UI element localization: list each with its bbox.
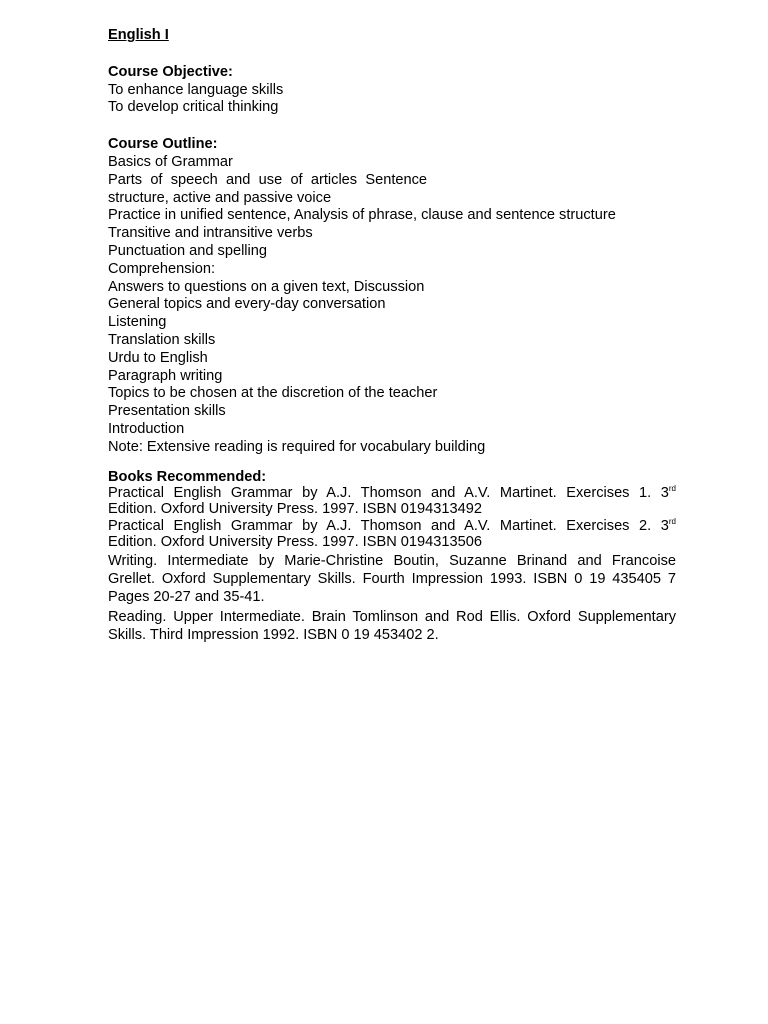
outline-item: General topics and every-day conversation bbox=[108, 296, 386, 313]
outline-item: Comprehension: bbox=[108, 260, 216, 277]
book-text: Practical English Grammar by A.J. Thomson and A.V. Martinet. Exercises 1. 3 bbox=[108, 485, 669, 502]
course-objective-heading: Course Objective: bbox=[108, 63, 233, 80]
outline-item: Practice in unified sentence, Analysis of phrase, clause and sentence structure bbox=[108, 207, 616, 224]
outline-item: structure, active and passive voice bbox=[108, 189, 332, 206]
page-title: English I bbox=[108, 27, 169, 43]
course-outline-heading: Course Outline: bbox=[108, 136, 218, 153]
outline-item: Translation skills bbox=[108, 331, 216, 348]
outline-note: Note: Extensive reading is required for vocabulary building bbox=[108, 438, 486, 455]
objective-item: To enhance language skills bbox=[108, 81, 284, 98]
outline-item: Transitive and intransitive verbs bbox=[108, 225, 313, 242]
outline-item: Listening bbox=[108, 314, 167, 331]
book-line: Skills. Third Impression 1992. ISBN 0 19 453402 2. bbox=[108, 627, 439, 644]
books-recommended-heading: Books Recommended: bbox=[108, 468, 267, 485]
book-line: Reading. Upper Intermediate. Brain Tomlinson and Rod Ellis. Oxford Supplementary bbox=[108, 609, 676, 626]
outline-item: Paragraph writing bbox=[108, 367, 223, 384]
objective-item: To develop critical thinking bbox=[108, 99, 279, 116]
book-line: Pages 20-27 and 35-41. bbox=[108, 589, 265, 606]
book-text: Practical English Grammar by A.J. Thomson and A.V. Martinet. Exercises 2. 3 bbox=[108, 518, 669, 535]
outline-item: Urdu to English bbox=[108, 349, 208, 366]
book-entry bbox=[108, 486, 676, 517]
outline-item: Parts of speech and use of articles Sentence bbox=[108, 171, 428, 188]
book-line: Edition. Oxford University Press. 1997. ISBN 0194313506 bbox=[108, 533, 482, 550]
book-entry bbox=[108, 608, 676, 644]
ordinal-suffix: rd bbox=[668, 517, 676, 527]
ordinal-suffix: rd bbox=[668, 484, 676, 494]
book-entry bbox=[108, 519, 676, 550]
book-line: Grellet. Oxford Supplementary Skills. Fourth Impression 1993. ISBN 0 19 435405 7 bbox=[108, 571, 676, 588]
outline-item: Answers to questions on a given text, Discussion bbox=[108, 278, 425, 295]
book-entry bbox=[108, 552, 676, 606]
book-line bbox=[108, 519, 676, 535]
book-line: Writing. Intermediate by Marie-Christine Boutin, Suzanne Brinand and Francoise bbox=[108, 553, 676, 570]
outline-item: Topics to be chosen at the discretion of the teacher bbox=[108, 385, 438, 402]
document-content bbox=[108, 27, 676, 646]
book-line bbox=[108, 486, 676, 502]
book-line: Edition. Oxford University Press. 1997. ISBN 0194313492 bbox=[108, 500, 482, 517]
course-objective-section bbox=[108, 64, 676, 117]
books-recommended-section bbox=[108, 469, 676, 645]
outline-item: Basics of Grammar bbox=[108, 153, 233, 170]
course-outline-section bbox=[108, 136, 676, 456]
outline-item: Punctuation and spelling bbox=[108, 242, 268, 259]
outline-item: Presentation skills bbox=[108, 403, 226, 420]
outline-item: Introduction bbox=[108, 420, 185, 437]
